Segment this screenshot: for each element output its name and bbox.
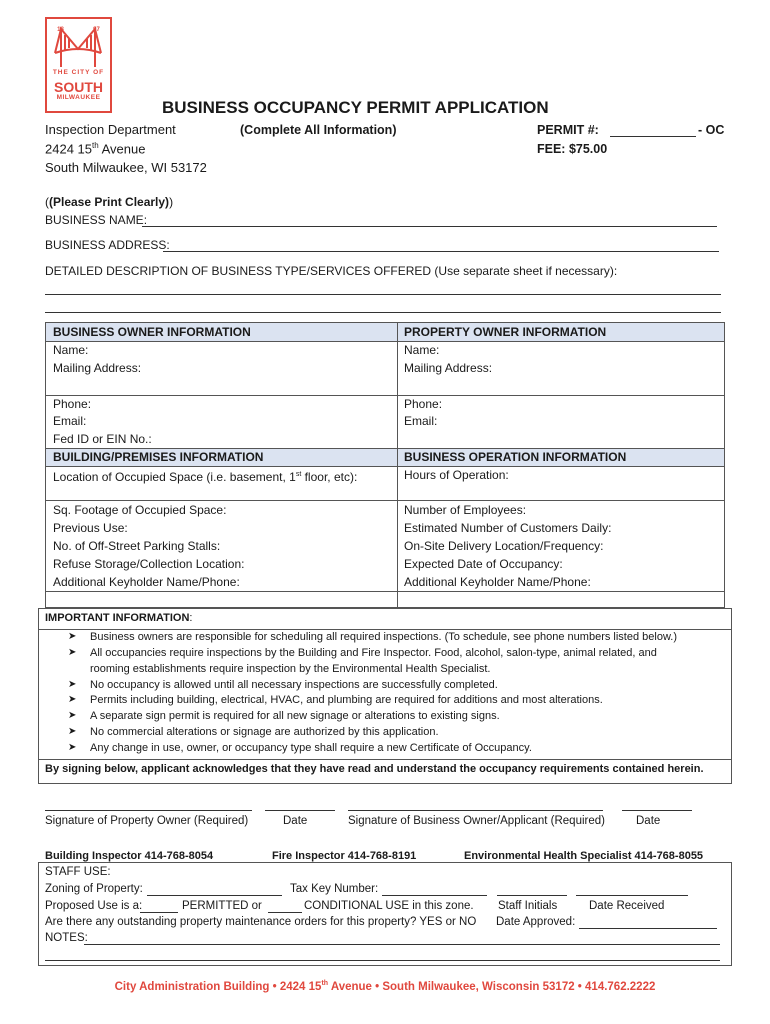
bullet-text: All occupancies require inspections by the Building and Fire Inspector. Food, alcohol, salon-type, animal related, and	[90, 647, 657, 659]
business-name-field[interactable]	[142, 226, 717, 227]
property-owner-header: PROPERTY OWNER INFORMATION	[404, 325, 607, 339]
property-owner-mailing[interactable]: Mailing Address:	[404, 361, 493, 375]
arrow-bullet-icon: ➤	[68, 679, 77, 690]
tax-key-label: Tax Key Number:	[290, 883, 379, 895]
location-field[interactable]: Location of Occupied Space (i.e. basement, 1st floor, etc):	[53, 470, 358, 484]
department-city: South Milwaukee, WI 53172	[45, 160, 207, 175]
zoning-field[interactable]	[147, 895, 282, 896]
page-title: BUSINESS OCCUPANCY PERMIT APPLICATION	[162, 98, 549, 117]
business-owner-signature-label: Signature of Business Owner/Applicant (Required)	[348, 815, 605, 827]
important-heading-line	[39, 629, 731, 630]
owner-info-table	[45, 322, 725, 608]
notes-field-1[interactable]	[84, 944, 720, 945]
description-field-1[interactable]	[45, 294, 721, 295]
fire-inspector-contact: Fire Inspector 414-768-8191	[272, 850, 417, 862]
description-label: DETAILED DESCRIPTION OF BUSINESS TYPE/SERVICES OFFERED (Use separate sheet if necessary):	[45, 264, 618, 278]
refuse-field[interactable]: Refuse Storage/Collection Location:	[53, 557, 245, 571]
bullet-text: rooming establishments require inspection by the Environmental Health Specialist.	[90, 663, 491, 675]
logo-the-city-of: THE CITY OF	[52, 69, 105, 76]
department-address: 2424 15th Avenue	[45, 141, 146, 157]
business-owner-email[interactable]: Email:	[53, 414, 87, 428]
customers-field[interactable]: Estimated Number of Customers Daily:	[404, 521, 612, 535]
staff-use-box	[38, 862, 732, 966]
date-approved-label: Date Approved:	[496, 916, 576, 928]
sqft-field[interactable]: Sq. Footage of Occupied Space:	[53, 503, 227, 517]
premises-header: BUILDING/PREMISES INFORMATION	[53, 450, 264, 464]
conditional-field[interactable]	[268, 912, 302, 913]
print-clearly-note: ((Please Print Clearly))	[45, 195, 174, 209]
date2-field[interactable]	[622, 810, 692, 811]
property-owner-phone[interactable]: Phone:	[404, 397, 443, 411]
property-owner-email[interactable]: Email:	[404, 414, 438, 428]
staff-initials-label: Staff Initials	[498, 900, 558, 912]
permit-label: PERMIT #:	[537, 123, 599, 137]
row-line-1	[46, 341, 724, 342]
maintenance-question: Are there any outstanding property maintenance orders for this property? YES or NO	[45, 916, 477, 928]
date1-label: Date	[283, 815, 308, 827]
hours-field[interactable]: Hours of Operation:	[404, 468, 509, 482]
notes-label: NOTES:	[45, 932, 88, 944]
arrow-bullet-icon: ➤	[68, 647, 77, 658]
property-owner-signature-field[interactable]	[45, 810, 252, 811]
arrow-bullet-icon: ➤	[68, 631, 77, 642]
business-address-label: BUSINESS ADDRESS:	[45, 238, 170, 252]
operation-header: BUSINESS OPERATION INFORMATION	[404, 450, 627, 464]
arrow-bullet-icon: ➤	[68, 742, 77, 753]
bullet-text: Permits including building, electrical, HVAC, and plumbing are required for additions and most alterations.	[90, 694, 603, 706]
property-owner-name[interactable]: Name:	[404, 343, 440, 357]
date-approved-field[interactable]	[579, 928, 717, 929]
arrow-bullet-icon: ➤	[68, 710, 77, 721]
permit-number-field[interactable]	[610, 136, 696, 137]
acknowledge-statement: By signing below, applicant acknowledges that they have read and understand the occupancy requirements contained herein.	[45, 763, 704, 775]
footer-address: City Administration Building • 2424 15th Avenue • South Milwaukee, Wisconsin 53172 • 414.762.2222	[114, 980, 656, 993]
keyholder-right-field[interactable]: Additional Keyholder Name/Phone:	[404, 575, 591, 589]
staff-initials-field[interactable]	[497, 895, 567, 896]
keyholder-left-field[interactable]: Additional Keyholder Name/Phone:	[53, 575, 240, 589]
row-line-6	[46, 591, 724, 592]
tax-key-field[interactable]	[382, 895, 487, 896]
important-heading-text: IMPORTANT INFORMATION	[45, 612, 190, 624]
bullet-text: A separate sign permit is required for all new signage or alterations to existing signs.	[90, 710, 500, 722]
permitted-field[interactable]	[140, 912, 178, 913]
important-heading: IMPORTANT INFORMATION:	[45, 612, 193, 624]
health-specialist-contact: Environmental Health Specialist 414-768-8055	[464, 850, 704, 862]
staff-use-heading: STAFF USE:	[45, 866, 111, 878]
building-inspector-contact: Building Inspector 414-768-8054	[45, 850, 214, 862]
employees-field[interactable]: Number of Employees:	[404, 503, 527, 517]
logo-year-right: 97	[93, 27, 100, 33]
business-owner-phone[interactable]: Phone:	[53, 397, 92, 411]
date1-field[interactable]	[265, 810, 335, 811]
previous-use-field[interactable]: Previous Use:	[53, 521, 128, 535]
date2-label: Date	[636, 815, 661, 827]
city-logo	[45, 17, 112, 113]
acknowledge-line	[39, 759, 731, 760]
date-received-label: Date Received	[589, 900, 665, 912]
logo-year-left: 18	[57, 27, 64, 33]
inspection-department: Inspection Department	[45, 122, 176, 137]
notes-field-2[interactable]	[45, 960, 720, 961]
business-owner-mailing[interactable]: Mailing Address:	[53, 361, 142, 375]
permitted-or-label: PERMITTED or	[182, 900, 262, 912]
proposed-use-label: Proposed Use is a:	[45, 900, 143, 912]
business-address-field[interactable]	[163, 251, 719, 252]
permit-suffix: - OC	[698, 123, 725, 137]
print-clearly-text: (Please Print Clearly)	[49, 195, 170, 209]
bullet-text: Any change in use, owner, or occupancy type shall require a new Certificate of Occupancy.	[90, 742, 532, 754]
business-name-label: BUSINESS NAME:	[45, 213, 148, 227]
business-owner-signature-field[interactable]	[348, 810, 603, 811]
logo-milwaukee: MILWAUKEE	[56, 94, 101, 101]
zoning-label: Zoning of Property:	[45, 883, 143, 895]
parking-field[interactable]: No. of Off-Street Parking Stalls:	[53, 539, 221, 553]
business-owner-header: BUSINESS OWNER INFORMATION	[53, 325, 251, 339]
row-line-2	[46, 395, 724, 396]
date-received-field[interactable]	[576, 895, 688, 896]
bullet-text: Business owners are responsible for scheduling all required inspections. (To schedule, see phone numbers listed below.)	[90, 631, 677, 643]
description-field-2[interactable]	[45, 312, 721, 313]
bullet-text: No commercial alterations or signage are authorized by this application.	[90, 726, 439, 738]
delivery-field[interactable]: On-Site Delivery Location/Frequency:	[404, 539, 604, 553]
fed-id-field[interactable]: Fed ID or EIN No.:	[53, 432, 152, 446]
fee-label: FEE: $75.00	[537, 142, 608, 156]
bullet-text: No occupancy is allowed until all necessary inspections are successfully completed.	[90, 679, 498, 691]
conditional-label: CONDITIONAL USE in this zone.	[304, 900, 474, 912]
arrow-bullet-icon: ➤	[68, 726, 77, 737]
complete-note: (Complete All Information)	[240, 123, 397, 137]
property-owner-signature-label: Signature of Property Owner (Required)	[45, 815, 249, 827]
expected-date-field[interactable]: Expected Date of Occupancy:	[404, 557, 563, 571]
arrow-bullet-icon: ➤	[68, 694, 77, 705]
business-owner-name[interactable]: Name:	[53, 343, 89, 357]
logo-south: SOUTH	[54, 79, 103, 95]
